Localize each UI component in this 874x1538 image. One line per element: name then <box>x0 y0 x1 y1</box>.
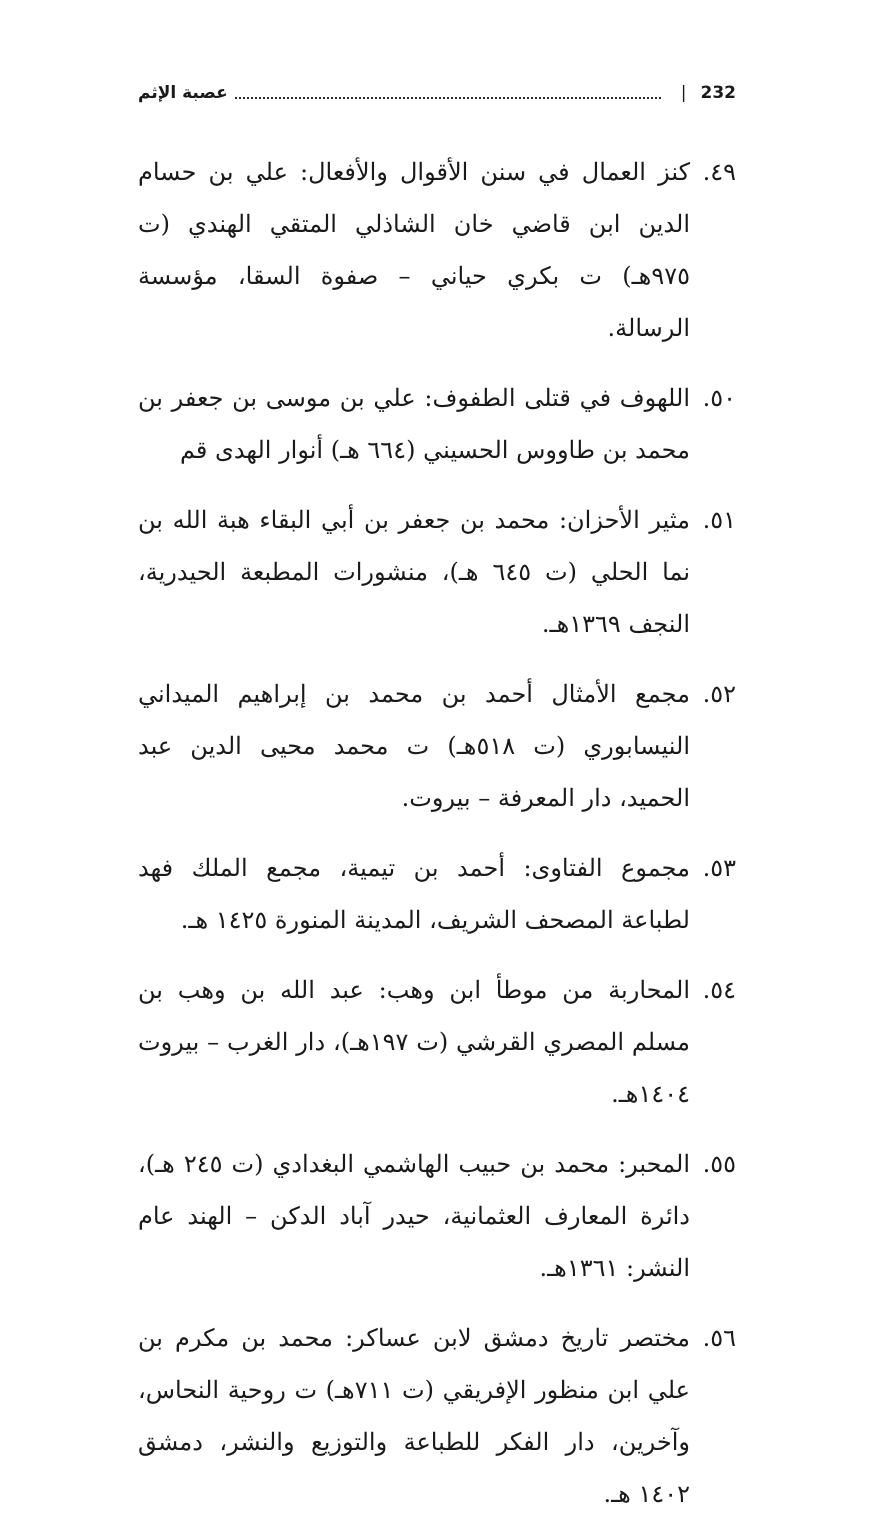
entry-text: مختصر تاريخ دمشق لابن عساكر: محمد بن مكرم بن علي ابن منظور الإفريقي (ت ٧١١هـ) ت روحية النحاس، وآخرين، دار الفكر للطباعة والتوزيع والنشر، دمشق ١٤٠٢ هـ. <box>138 1324 690 1508</box>
entry-text: مثير الأحزان: محمد بن جعفر بن أبي البقاء هبة الله بن نما الحلي (ت ٦٤٥ هـ)، منشورات المطبعة الحيدرية، النجف ١٣٦٩هـ. <box>138 506 690 638</box>
entry-text: مجمع الأمثال أحمد بن محمد بن إبراهيم الميداني النيسابوري (ت ٥١٨هـ) ت محمد محيى الدين عبد الحميد، دار المعرفة – بيروت. <box>138 680 691 812</box>
entry-text: المحاربة من موطأ ابن وهب: عبد الله بن وهب بن مسلم المصري القرشي (ت ١٩٧هـ)، دار الغرب – بيروت ١٤٠٤هـ. <box>138 976 690 1108</box>
entry-number: ٥٢. <box>702 680 736 708</box>
entry-text: كنز العمال في سنن الأقوال والأفعال: علي بن حسام الدين ابن قاضي خان الشاذلي المتقي الهندي (ت ٩٧٥هـ) ت بكري حياني – صفوة السقا، مؤسسة الرسالة. <box>138 158 690 342</box>
entry-text: اللهوف في قتلى الطفوف: علي بن موسى بن جعفر بن محمد بن طاووس الحسيني (٦٦٤ هـ) أنوار الهدى قم <box>138 384 690 464</box>
page-header <box>138 78 736 108</box>
bibliography-entry <box>138 146 736 354</box>
entry-number: ٤٩. <box>702 158 736 186</box>
book-title: عصبة الإثم <box>138 83 228 103</box>
page-number: 232 <box>700 83 736 103</box>
entry-number: ٥٠. <box>702 384 736 412</box>
entry-number: ٥٤. <box>702 976 736 1004</box>
bibliography-entry <box>138 668 736 824</box>
entry-text: المحبر: محمد بن حبيب الهاشمي البغدادي (ت ٢٤٥ هـ)، دائرة المعارف العثمانية، حيدر آباد الدكن – الهند عام النشر: ١٣٦١هـ. <box>138 1150 690 1282</box>
bibliography-entry <box>138 494 736 650</box>
dotted-leader <box>234 97 661 99</box>
bibliography-list <box>138 146 736 1538</box>
bibliography-entry <box>138 1312 736 1520</box>
bibliography-entry <box>138 372 736 476</box>
bibliography-entry <box>138 1138 736 1294</box>
entry-number: ٥٦. <box>702 1324 736 1352</box>
entry-text: مجموع الفتاوى: أحمد بن تيمية، مجمع الملك فهد لطباعة المصحف الشريف، المدينة المنورة ١٤٢٥ هـ. <box>138 854 690 934</box>
entry-number: ٥٥. <box>702 1150 736 1178</box>
bibliography-entry <box>138 842 736 946</box>
entry-number: ٥١. <box>702 506 736 534</box>
bibliography-entry <box>138 964 736 1120</box>
entry-number: ٥٣. <box>702 854 736 882</box>
header-separator: | <box>680 83 687 103</box>
